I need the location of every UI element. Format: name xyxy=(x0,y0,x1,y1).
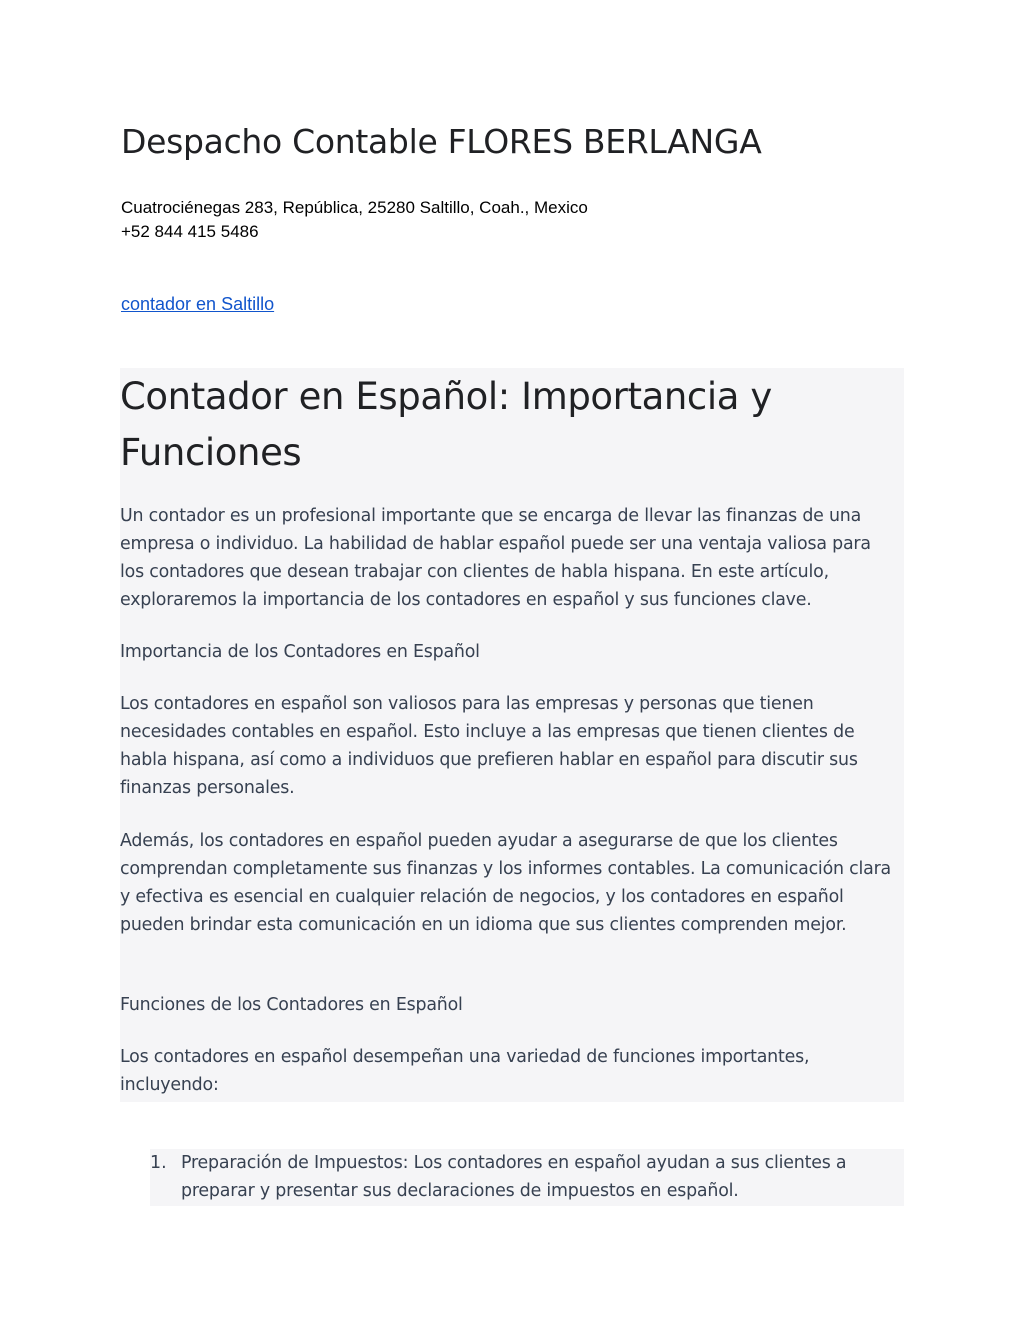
article-block xyxy=(120,368,904,1102)
intro-paragraph: Un contador es un profesional importante que se encarga de llevar las finanzas de una empresa o individuo. La habilidad de hablar español puede ser una ventaja valiosa para los contadores que desean trabajar con clientes de habla hispana. En este artículo, exploraremos la importancia de los contadores en español y sus funciones clave. xyxy=(120,506,871,610)
address-text: Cuatrociénegas 283, República, 25280 Saltillo, Coah., Mexico xyxy=(121,198,588,217)
functions-list xyxy=(150,1149,904,1206)
section-title-importancia: Importancia de los Contadores en Español xyxy=(120,642,480,662)
importancia-paragraph-1: Los contadores en español son valiosos para las empresas y personas que tienen necesidades contables en español. Esto incluye a las empresas que tienen clientes de habla hispana, así como a individuos que prefieren hablar en español para discutir sus finanzas personales. xyxy=(120,694,858,798)
funciones-intro-paragraph: Los contadores en español desempeñan una variedad de funciones importantes, incluyendo: xyxy=(120,1047,810,1095)
section-title-funciones: Funciones de los Contadores en Español xyxy=(120,995,463,1015)
contador-saltillo-link[interactable]: contador en Saltillo xyxy=(121,294,275,314)
phone-text: +52 844 415 5486 xyxy=(121,222,259,241)
list-item-number: 1. xyxy=(150,1153,167,1173)
list-item-text: Preparación de Impuestos: Los contadores en español ayudan a sus clientes a preparar y presentar sus declaraciones de impuestos en español. xyxy=(181,1153,847,1201)
contact-block xyxy=(121,196,588,244)
document-title: Despacho Contable FLORES BERLANGA xyxy=(121,122,762,161)
importancia-paragraph-2: Además, los contadores en español pueden ayudar a asegurarse de que los clientes comprendan completamente sus finanzas y los informes contables. La comunicación clara y efectiva es esencial en cualquier relación de negocios, y los contadores en español pueden brindar esta comunicación en un idioma que sus clientes comprenden mejor. xyxy=(120,831,892,935)
article-heading: Contador en Español: Importancia y Funciones xyxy=(120,375,772,474)
